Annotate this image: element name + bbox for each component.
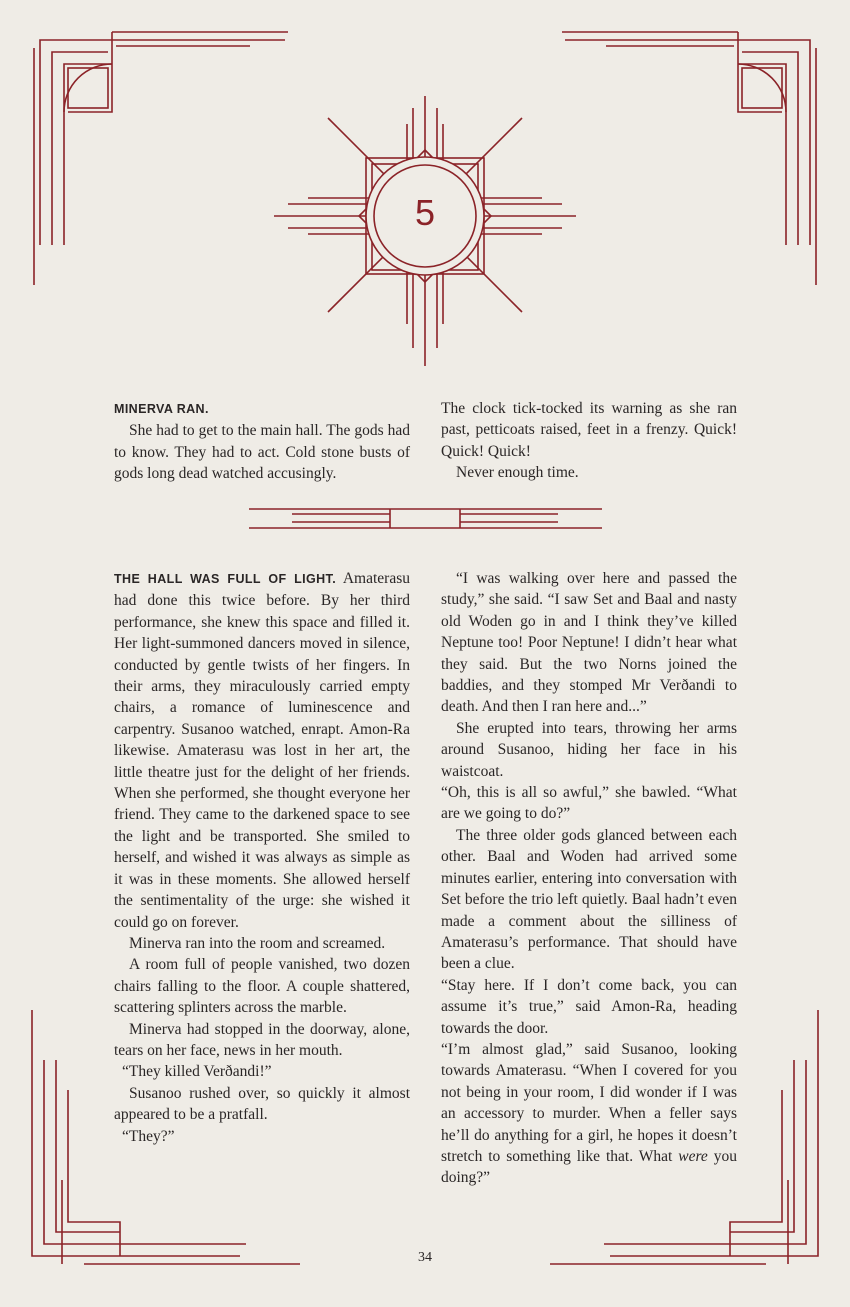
emphasis: were	[678, 1147, 708, 1165]
paragraph: “They killed Verðandi!”	[122, 1063, 272, 1081]
section2-right-column	[441, 568, 737, 1189]
section1-left-column	[114, 398, 410, 485]
paragraph-text: “I’m almost glad,” said Susanoo, looking towards Amaterasu. “When I covered for you not being in your room, I did wonder if I was an accessory to murder. When a feller says he’ll do anything for a girl, he hopes it doesn’t stretch to something like that. What	[441, 1040, 737, 1165]
paragraph: “Stay here. If I don’t come back, you can assume it’s true,” said Amon-Ra, heading towards the door.	[441, 976, 737, 1037]
paragraph: The clock tick-tocked its warning as she ran past, petticoats raised, feet in a frenzy. Quick! Quick! Quick!	[441, 400, 737, 460]
paragraph: Never enough time.	[456, 464, 579, 482]
section2-left-column	[114, 568, 410, 1147]
paragraph-susanoo	[441, 1039, 737, 1189]
paragraph: Minerva had stopped in the doorway, alone, tears on her face, news in her mouth.	[114, 1020, 410, 1059]
paragraph: A room full of people vanished, two dozen chairs falling to the floor. A couple shattered, scattering splinters across the marble.	[114, 956, 410, 1017]
section1-lead-in: MINERVA RAN.	[114, 402, 209, 416]
paragraph: Susanoo rushed over, so quickly it almost appeared to be a pratfall.	[114, 1084, 410, 1124]
corner-ornament-top-right	[562, 32, 816, 285]
paragraph: “I was walking over here and passed the study,” she said. “I saw Set and Baal and nasty old Woden go in and I think they’ve killed Neptune too! Poor Neptune! I didn’t hear what they said. But the two Norns joined the baddies, and they stomped Mr Verðandi to death. And then I ran here and...”	[441, 570, 737, 716]
page-number: 34	[418, 1250, 432, 1265]
chapter-number: 5	[414, 192, 436, 233]
paragraph: Minerva ran into the room and screamed.	[129, 934, 386, 952]
paragraph: “Oh, this is all so awful,” she bawled. “What are we going to do?”	[441, 784, 737, 823]
section2-lead-in: THE HALL WAS FULL OF LIGHT.	[114, 572, 337, 586]
section-divider	[249, 509, 602, 528]
paragraph: The three older gods glanced between each other. Baal and Woden had arrived some minutes earlier, entering into conversation with Set before the trio left quietly. Baal hadn’t even made a comment about the silliness of Amaterasu’s performance. That should have been a clue.	[441, 826, 737, 973]
section1-right-column	[441, 398, 737, 484]
paragraph: “They?”	[122, 1127, 175, 1145]
paragraph-text: you doing?”	[441, 1147, 738, 1187]
paragraph: She erupted into tears, throwing her arms around Susanoo, hiding her face in his waistcoat.	[441, 719, 737, 780]
corner-ornament-top-left	[34, 32, 288, 285]
paragraph-text: Amaterasu had done this twice before. By her third performance, she knew this space and filled it. Her light-summoned dancers moved in silence, conducted by gentle twists of her fingers. In their arms, they miraculously carried empty chairs, a romance of luminescence and carpentry. Susanoo watched, enrapt. Amon-Ra likewise. Amaterasu was lost in her art, the little theatre just for the delight of her friends. When she performed, she thought everyone her friend. They came to the darkened space to see the light and be transported. She smiled to herself, and wished it was always as simple as it was in these moments. She allowed herself the sentimentality of the urge: she wished it could go on forever.	[114, 570, 410, 931]
paragraph: She had to get to the main hall. The gods had to know. They had to act. Cold stone busts of gods long dead watched accusingly.	[114, 422, 410, 483]
